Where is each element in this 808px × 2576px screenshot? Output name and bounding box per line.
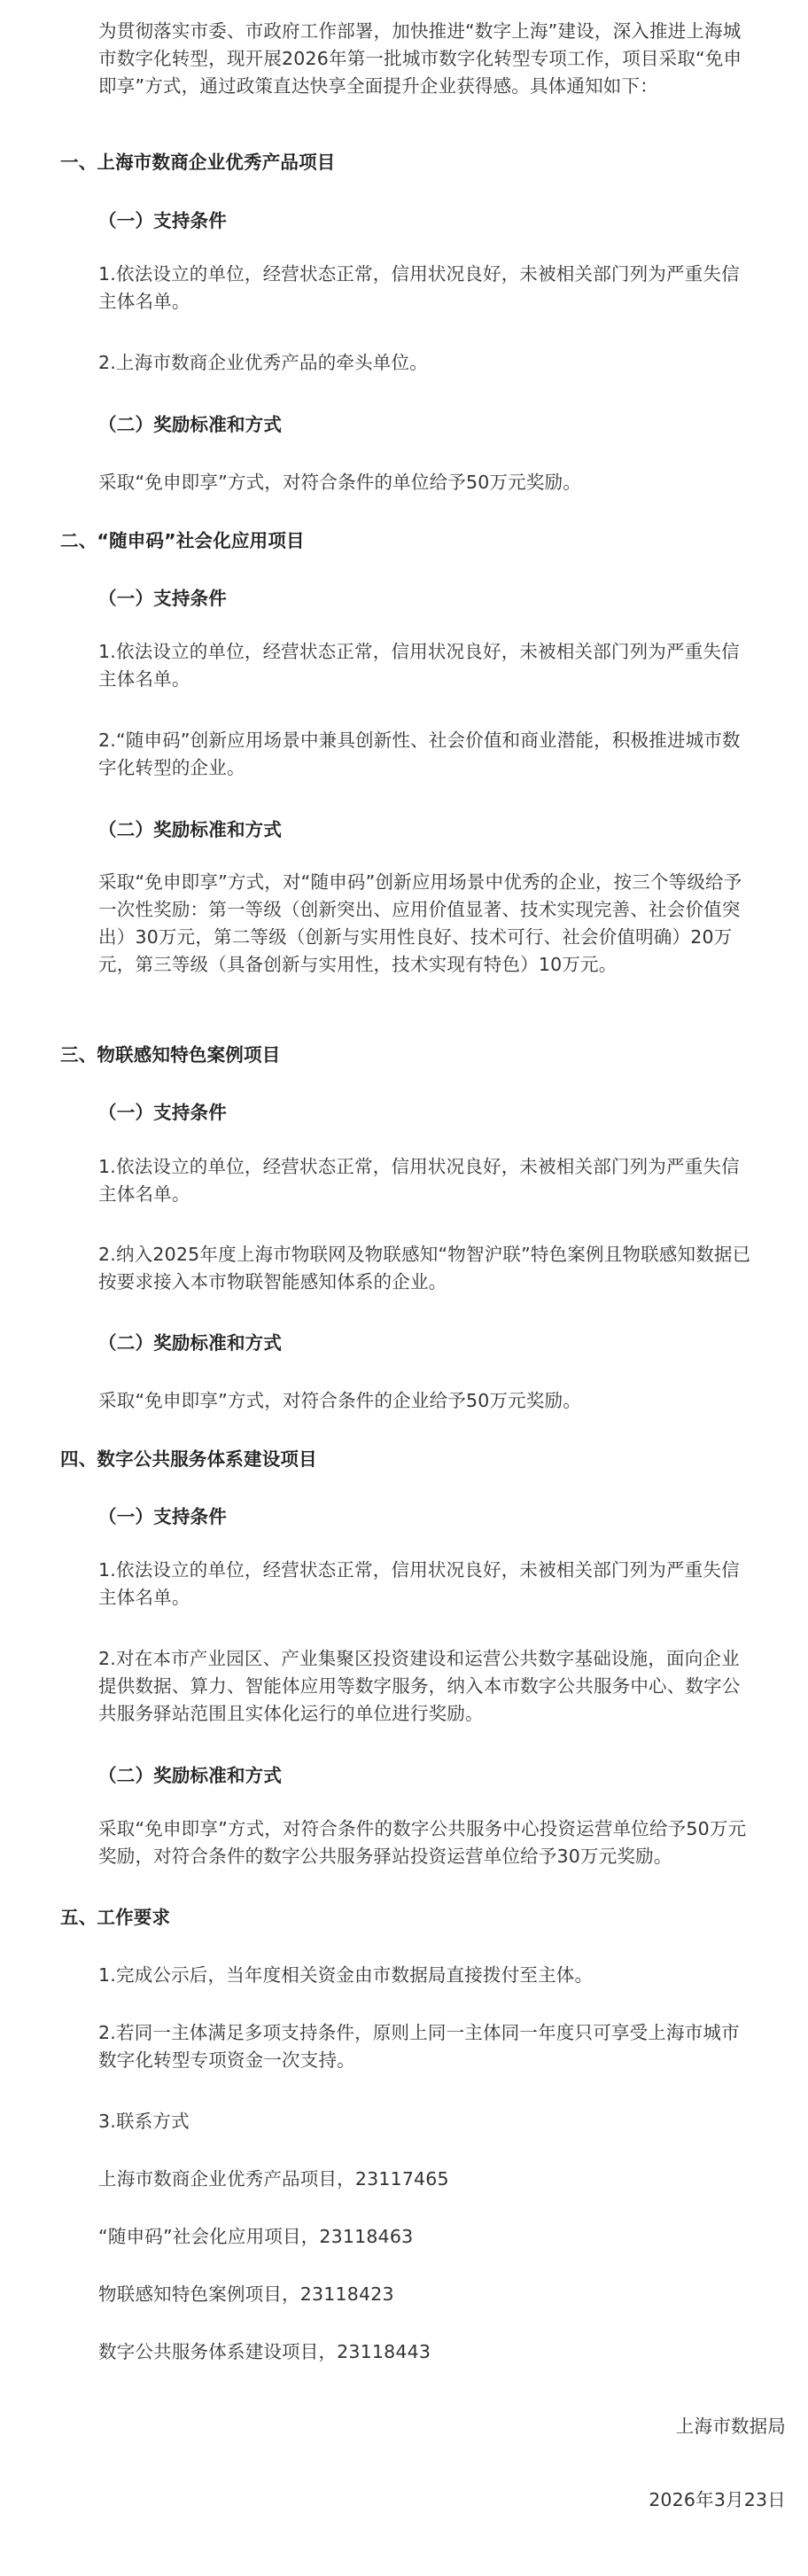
section-1-title: 一、上海市数商企业优秀产品项目: [60, 152, 336, 173]
section-4-condition-1: 1.依法设立的单位，经营状态正常，信用状况良好，未被相关部门列为严重失信主体名单。: [98, 1559, 740, 1608]
section-3-condition-2: 2.纳入2025年度上海市物联网及物联感知“物智沪联”特色案例且物联感知数据已按要求接入本市物联智能感知体系的企业。: [98, 1244, 751, 1292]
section-2-reward-title: （二）奖励标准和方式: [98, 819, 283, 840]
signature-org: 上海市数据局: [675, 2416, 786, 2437]
section-4-support-title: （一）支持条件: [98, 1506, 227, 1527]
contact-line-4: 数字公共服务体系建设项目，23118443: [98, 2341, 431, 2362]
section-1-reward-title: （二）奖励标准和方式: [98, 414, 283, 435]
section-4-title: 四、数字公共服务体系建设项目: [60, 1448, 317, 1470]
section-3-condition-1: 1.依法设立的单位，经营状态正常，信用状况良好，未被相关部门列为严重失信主体名单。: [98, 1156, 740, 1205]
section-3-reward: 采取“免申即享”方式，对符合条件的企业给予50万元奖励。: [98, 1390, 581, 1411]
work-requirements-title: 五、工作要求: [60, 1907, 171, 1928]
section-2-reward: 采取“免申即享”方式，对“随申码”创新应用场景中优秀的企业，按三个等级给予一次性奖励：第一等级（创新突出、应用价值显著、技术实现完善、社会价值突出）30万元，第二等级（创新与实用性良好、技术可行、社会价值明确）20万元，第三等级（具备创新与实用性，技术实现有特色）10万元。: [98, 871, 742, 975]
contact-line-1: 上海市数商企业优秀产品项目，23117465: [98, 2168, 449, 2190]
section-2-condition-2: 2.“随申码”创新应用场景中兼具创新性、社会价值和商业潜能，积极推进城市数字化转型的企业。: [98, 730, 741, 778]
contact-line-3: 物联感知特色案例项目，23118423: [98, 2283, 394, 2305]
section-1-reward: 采取“免申即享”方式，对符合条件的单位给予50万元奖励。: [98, 472, 581, 493]
section-1-support-title: （一）支持条件: [98, 210, 227, 231]
work-item-3: 3.联系方式: [98, 2111, 190, 2132]
section-3-reward-title: （二）奖励标准和方式: [98, 1332, 283, 1354]
section-2-condition-1: 1.依法设立的单位，经营状态正常，信用状况良好，未被相关部门列为严重失信主体名单。: [98, 641, 740, 690]
signature-date: 2026年3月23日: [649, 2489, 786, 2510]
work-item-2: 2.若同一主体满足多项支持条件，原则上同一主体同一年度只可享受上海市城市数字化转型专项资金一次支持。: [98, 2022, 740, 2071]
section-4-reward: 采取“免申即享”方式，对符合条件的数字公共服务中心投资运营单位给予50万元奖励，对符合条件的数字公共服务驿站投资运营单位给予30万元奖励。: [98, 1818, 747, 1867]
section-1-condition-1: 1.依法设立的单位，经营状态正常，信用状况良好，未被相关部门列为严重失信主体名单。: [98, 263, 740, 312]
section-3-title: 三、物联感知特色案例项目: [60, 1044, 281, 1066]
intro-paragraph: 为贯彻落实市委、市政府工作部署，加快推进“数字上海”建设，深入推进上海城市数字化转型，现开展2026年第一批城市数字化转型专项工作，项目采取“免申即享”方式，通过政策直达快享全面提升企业获得感。具体通知如下：: [98, 20, 742, 97]
section-2-title: 二、“随申码”社会化应用项目: [60, 530, 305, 551]
section-4-reward-title: （二）奖励标准和方式: [98, 1765, 283, 1786]
work-item-1: 1.完成公示后，当年度相关资金由市数据局直接拨付至主体。: [98, 1964, 594, 1986]
section-1-condition-2: 2.上海市数商企业优秀产品的牵头单位。: [98, 352, 428, 373]
section-2-support-title: （一）支持条件: [98, 588, 227, 609]
section-3-support-title: （一）支持条件: [98, 1102, 227, 1123]
contact-line-2: “随申码”社会化应用项目，23118463: [98, 2226, 414, 2247]
section-4-condition-2: 2.对在本市产业园区、产业集聚区投资建设和运营公共数字基础设施，面向企业提供数据、算力、智能体应用等数字服务，纳入本市数字公共服务中心、数字公共服务驿站范围且实体化运行的单位进行奖励。: [98, 1648, 741, 1724]
